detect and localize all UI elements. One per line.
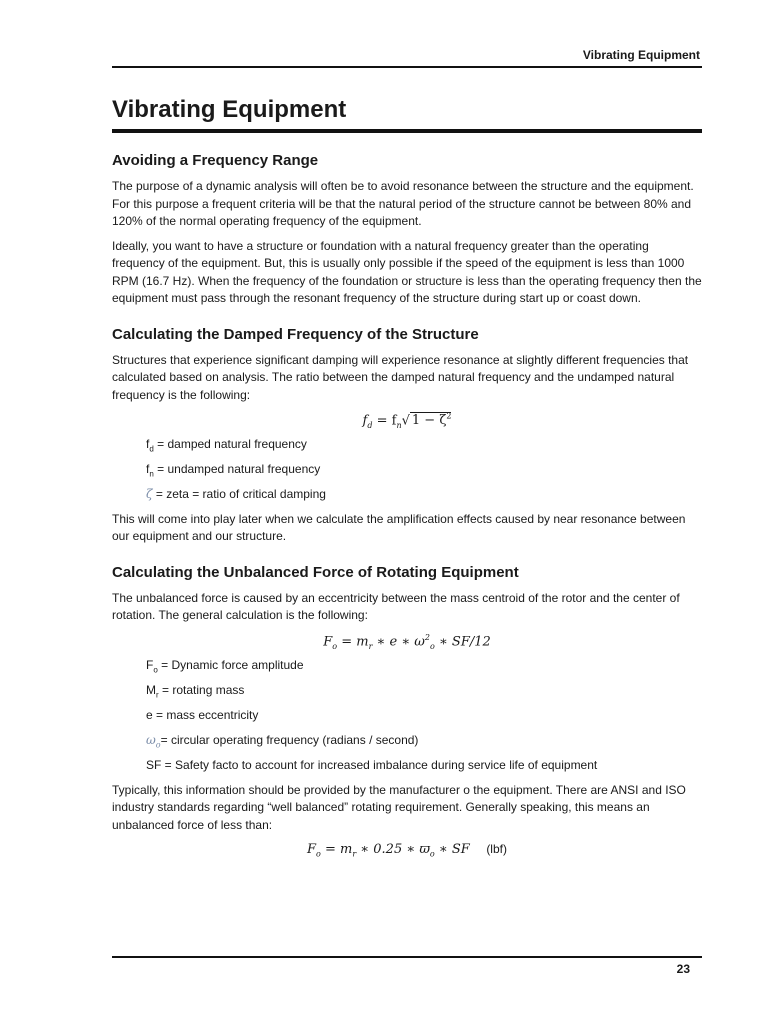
- paragraph: Ideally, you want to have a structure or foundation with a natural frequency greater than the operating frequency of the equipment. But, this is usually only possible if the speed of the equipment is less than 1000 RPM (16.7 Hz). When the frequency of the foundation or structure is less than the operating frequency then the equipment must pass through the resonant frequency of the structure during start up or coast down.: [112, 238, 702, 305]
- definition-fd: $f_d$ = damped natural frequency: [146, 436, 307, 454]
- definition-e: e = mass eccentricity: [146, 707, 259, 722]
- damped-frequency-equation: $f_d = f_n√$ $1 - \zeta^2$: [362, 412, 452, 430]
- definition-fo: $F_o$ = Dynamic force amplitude: [146, 657, 304, 675]
- definition-mr: $M_r$ = rotating mass: [146, 682, 245, 700]
- definition-omega: $\omega_o=$ circular operating frequency (radians / second): [146, 732, 419, 750]
- section-heading: Calculating the Damped Frequency of the Structure: [112, 325, 479, 343]
- section-avoiding-frequency-range: [112, 152, 702, 308]
- section-heading: Calculating the Unbalanced Force of Rotating Equipment: [112, 563, 519, 581]
- page-number: 23: [676, 962, 690, 976]
- paragraph: The purpose of a dynamic analysis will often be to avoid resonance between the structure and the equipment. For this purpose a frequent criteria will be that the natural period of the structure cannot be between 80% and 120% of the normal operating frequency of the equipment.: [112, 179, 694, 228]
- definition-sf: SF = Safety facto to account for increased imbalance during service life of equipment: [146, 757, 598, 772]
- section-unbalanced-force: [112, 564, 702, 859]
- header-rule: [112, 66, 702, 68]
- paragraph: Structures that experience significant damping will experience resonance at slightly different frequencies that calculated based on analysis. The ratio between the damped natural frequency and the undamped natural frequency is the following:: [112, 352, 689, 402]
- footer-rule: [112, 956, 702, 958]
- paragraph: Typically, this information should be provided by the manufacturer o the equipment. There are ANSI and ISO industry standards regarding “well balanced” rotating requirement. Generally speaking, this means an unbalanced force of less than:: [112, 782, 686, 832]
- balanced-force-equation: $F_o = m_r$ ∗ 0.25 ∗ $ϖ_o$ ∗ SF (lbf): [307, 842, 507, 859]
- section-damped-frequency: [112, 326, 702, 546]
- unbalanced-force-equation: $F_o = m_r$ ∗ e ∗ $\omega^2_o$ ∗ SF/12: [323, 632, 491, 651]
- page-title: Vibrating Equipment: [112, 96, 347, 123]
- title-rule: [112, 129, 702, 133]
- running-header: Vibrating Equipment: [582, 48, 700, 62]
- paragraph: This will come into play later when we calculate the amplification effects caused by near resonance between our equipment and our structure.: [112, 511, 686, 544]
- definition-zeta: ζ = zeta = ratio of critical damping: [146, 486, 326, 501]
- definition-fn: $f_n$ = undamped natural frequency: [146, 461, 321, 479]
- section-heading: Avoiding a Frequency Range: [112, 152, 319, 169]
- paragraph: The unbalanced force is caused by an eccentricity between the mass centroid of the rotor and the center of rotation. The general calculation is the following:: [112, 590, 680, 623]
- document-page: [112, 0, 702, 1024]
- page-content: [112, 152, 702, 877]
